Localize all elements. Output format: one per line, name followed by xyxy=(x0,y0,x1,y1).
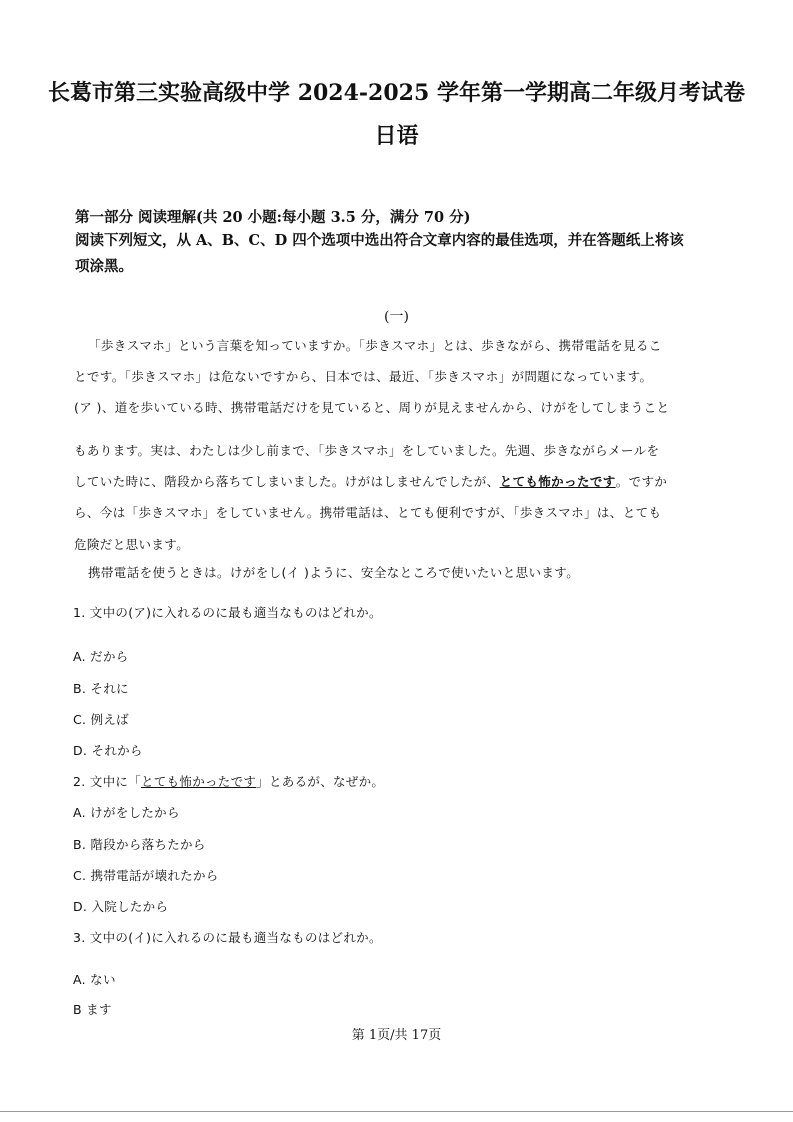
question-2-quoted-phrase: とても怖かったです xyxy=(141,774,257,789)
question-1-option-b: B. それに xyxy=(73,681,129,696)
passage-number: (一) xyxy=(384,309,409,325)
passage-line-5-pre: していた時に、階段から落ちてしまいました。けがはしませんでしたが、 xyxy=(74,474,500,489)
question-3-option-a: A. ない xyxy=(73,972,116,987)
question-1-option-d: D. それから xyxy=(73,743,143,758)
passage-line-6: ら、今は「歩きスマホ」をしていません。携帯電話は、とても便利ですが、「歩きスマホ」は、とても xyxy=(74,505,662,520)
passage-line-2: とです。「歩きスマホ」は危ないですから、日本では、最近、「歩きスマホ」が問題になっています。 xyxy=(74,369,653,384)
question-1-stem: 1. 文中の(ア)に入れるのに最も適当なものはどれか。 xyxy=(73,605,382,620)
question-2-stem-post: 」とあるが、なぜか。 xyxy=(256,774,385,789)
question-2-option-d: D. 入院したから xyxy=(73,899,169,914)
passage-line-5-post: 。ですか xyxy=(615,474,668,489)
page-bottom-divider xyxy=(0,1111,793,1112)
question-1-option-a: A. だから xyxy=(73,649,129,664)
question-3-stem: 3. 文中の(イ)に入れるのに最も適当なものはどれか。 xyxy=(73,930,382,945)
passage-line-8: 携帯電話を使うときは。けがをし(イ )ように、安全なところで使いたいと思います。 xyxy=(88,565,580,580)
emphasized-phrase: とても怖かったです xyxy=(499,474,616,489)
passage-line-4: もあります。実は、わたしは少し前まで、「歩きスマホ」をしていました。先週、歩きながらメールを xyxy=(74,443,660,458)
section-instruction-line1: 阅读下列短文，从 A、B、C、D 四个选项中选出符合文章内容的最佳选项，并在答题纸上将该 xyxy=(75,232,684,249)
passage-line-1: 「歩きスマホ」という言葉を知っていますか。「歩きスマホ」とは、歩きながら、携帯電話を見るこ xyxy=(88,338,662,353)
passage-line-7: 危険だと思います。 xyxy=(74,537,190,552)
question-2-stem xyxy=(73,772,384,790)
question-2-option-a: A. けがをしたから xyxy=(73,805,180,820)
passage-line-5 xyxy=(74,472,667,490)
question-2-stem-pre: 2. 文中に「 xyxy=(73,774,141,789)
section-heading: 第一部分 阅读理解(共 20 小题:每小题 3.5 分，满分 70 分) xyxy=(75,209,471,226)
exam-subject: 日语 xyxy=(374,123,419,149)
exam-title: 长葛市第三实验高级中学 2024-2025 学年第一学期高二年级月考试卷 xyxy=(48,80,745,106)
question-1-option-c: C. 例えば xyxy=(73,712,129,727)
question-2-option-c: C. 携帯電話が壊れたから xyxy=(73,868,219,883)
section-instruction-line2: 项涂黑。 xyxy=(75,258,133,275)
passage-line-3: (ア )、道を歩いている時、携帯電話だけを見ていると、周りが見えませんから、けがをしてしまうこと xyxy=(74,400,670,415)
question-3-option-b: B ます xyxy=(73,1002,112,1017)
page-indicator: 第 1页/共 17页 xyxy=(351,1028,442,1043)
question-2-option-b: B. 階段から落ちたから xyxy=(73,837,206,852)
